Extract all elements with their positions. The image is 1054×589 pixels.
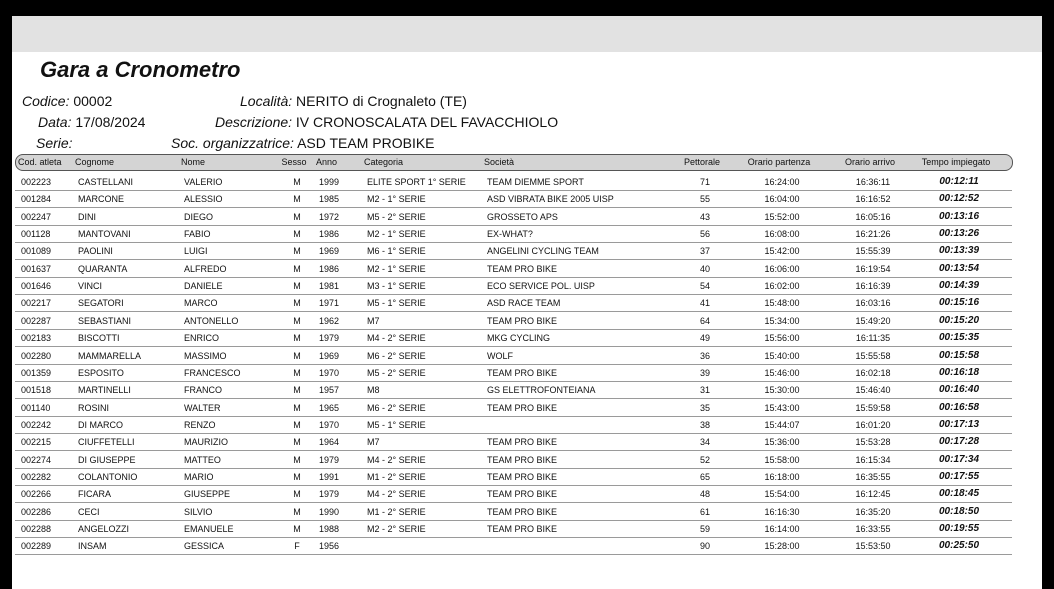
- table-cell: ASD RACE TEAM: [487, 298, 561, 309]
- table-row: [15, 364, 1012, 382]
- table-cell: M4 - 2° SERIE: [367, 489, 426, 500]
- table-cell: M6 - 1° SERIE: [367, 246, 426, 257]
- table-row: [15, 208, 1012, 226]
- table-cell: 00:17:55: [938, 470, 980, 482]
- table-cell: TEAM PRO BIKE: [487, 489, 558, 500]
- table-cell: 1969: [319, 246, 340, 257]
- table-cell: 001518: [21, 385, 52, 396]
- table-cell: 00:15:16: [938, 297, 980, 309]
- table-cell: MKG CYCLING: [487, 333, 551, 344]
- table-row: [15, 347, 1012, 365]
- table-cell: M: [293, 471, 301, 482]
- table-cell: 002183: [21, 333, 52, 344]
- table-cell: 00:13:39: [938, 245, 980, 257]
- table-cell: 001284: [21, 194, 52, 205]
- table-cell: GS ELETTROFONTEIANA: [487, 385, 596, 396]
- table-cell: 1970: [319, 419, 340, 430]
- table-cell: M2 - 2° SERIE: [367, 524, 426, 534]
- table-cell: BISCOTTI: [78, 333, 120, 344]
- table-cell: M: [293, 298, 301, 309]
- table-cell: 1962: [319, 315, 340, 326]
- table-cell: 61: [699, 506, 710, 517]
- table-cell: M5 - 2° SERIE: [367, 211, 426, 222]
- table-cell: TEAM PRO BIKE: [487, 315, 558, 326]
- table-cell: M: [293, 263, 301, 274]
- table-cell: PAOLINI: [78, 246, 113, 257]
- table-cell: CASTELLANI: [78, 177, 134, 187]
- table-cell: 00:15:20: [938, 314, 980, 326]
- table-cell: M6 - 2° SERIE: [367, 402, 426, 413]
- table-row: [15, 433, 1012, 451]
- table-cell: MARIO: [184, 471, 214, 482]
- table-cell: 1969: [319, 350, 340, 361]
- table-cell: 1970: [319, 367, 340, 378]
- table-row: [15, 503, 1012, 521]
- table-cell: 001359: [21, 367, 52, 378]
- table-cell: 002247: [21, 211, 52, 222]
- table-cell: 15:49:20: [855, 315, 891, 326]
- table-cell: SEBASTIANI: [78, 315, 132, 326]
- table-cell: M2 - 1° SERIE: [367, 263, 426, 274]
- column-header: Orario arrivo: [844, 157, 895, 167]
- table-cell: GESSICA: [184, 541, 225, 552]
- table-cell: 64: [699, 315, 710, 326]
- results-page: [12, 16, 1042, 589]
- table-cell: 15:52:00: [764, 211, 800, 222]
- table-cell: 40: [699, 263, 710, 274]
- table-cell: M5 - 1° SERIE: [367, 298, 426, 309]
- column-header: Cod. atleta: [18, 157, 62, 167]
- table-cell: M: [293, 315, 301, 326]
- table-cell: ALESSIO: [184, 194, 223, 205]
- table-row: [15, 485, 1012, 503]
- table-cell: 00:14:39: [938, 280, 980, 292]
- table-cell: EX-WHAT?: [487, 229, 533, 240]
- table-cell: 56: [699, 229, 710, 240]
- table-cell: 15:58:00: [764, 454, 800, 465]
- table-cell: 002282: [21, 471, 52, 482]
- table-cell: MATTEO: [184, 454, 221, 465]
- table-row: [15, 190, 1012, 208]
- table-cell: M: [293, 489, 301, 500]
- table-cell: 00:19:55: [938, 523, 980, 534]
- column-header: Cognome: [75, 157, 115, 167]
- table-row: [15, 329, 1012, 347]
- table-row: [15, 242, 1012, 260]
- table-cell: 41: [699, 298, 710, 309]
- table-cell: 00:17:34: [938, 453, 980, 465]
- column-header: Tempo impiegato: [921, 157, 991, 167]
- table-cell: 16:02:18: [855, 367, 891, 378]
- table-cell: WALTER: [184, 402, 221, 413]
- table-cell: MAURIZIO: [184, 437, 228, 448]
- localita-value: NERITO di Crognaleto (TE): [296, 93, 467, 109]
- table-cell: M: [293, 194, 301, 205]
- table-cell: MANTOVANI: [78, 229, 131, 240]
- table-cell: 1988: [319, 524, 340, 534]
- table-row: [15, 260, 1012, 278]
- table-cell: 38: [699, 419, 710, 430]
- table-cell: 16:15:34: [855, 454, 891, 465]
- table-cell: 15:40:00: [764, 350, 800, 361]
- table-cell: M5 - 2° SERIE: [367, 367, 426, 378]
- table-row: [15, 451, 1012, 469]
- table-cell: MARCONE: [78, 194, 125, 205]
- table-cell: 16:21:26: [855, 229, 891, 240]
- table-cell: 1981: [319, 281, 340, 292]
- table-row: [15, 173, 1012, 191]
- table-cell: M: [293, 367, 301, 378]
- table-cell: DI GIUSEPPE: [78, 454, 136, 465]
- table-cell: 16:24:00: [764, 177, 800, 187]
- top-band: [12, 16, 1042, 52]
- table-cell: 001646: [21, 281, 52, 292]
- table-cell: 1979: [319, 333, 340, 344]
- table-cell: 43: [699, 211, 710, 222]
- table-cell: 00:25:50: [938, 540, 980, 552]
- table-cell: 1986: [319, 263, 340, 274]
- table-cell: 1956: [319, 541, 340, 552]
- table-cell: M5 - 1° SERIE: [367, 419, 426, 430]
- table-cell: 37: [699, 246, 710, 257]
- table-cell: TEAM PRO BIKE: [487, 506, 558, 517]
- table-cell: ELITE SPORT 1° SERIE: [367, 177, 466, 187]
- table-cell: 002274: [21, 454, 52, 465]
- page-title: Gara a Cronometro: [40, 57, 241, 82]
- table-cell: FRANCESCO: [184, 367, 241, 378]
- table-cell: 36: [699, 350, 710, 361]
- table-cell: F: [294, 541, 300, 552]
- localita-field: Località: NERITO di Crognaleto (TE): [240, 93, 467, 109]
- table-cell: 002217: [21, 298, 52, 309]
- soc-field: Soc. organizzatrice: ASD TEAM PROBIKE: [171, 135, 435, 151]
- table-row: [15, 312, 1012, 330]
- table-cell: M: [293, 506, 301, 517]
- table-cell: 16:16:30: [764, 506, 800, 517]
- table-cell: CECI: [78, 506, 100, 517]
- table-cell: 15:46:00: [764, 367, 800, 378]
- table-cell: 16:12:45: [855, 489, 891, 500]
- row-divider: [15, 554, 1012, 555]
- descrizione-value: IV CRONOSCALATA DEL FAVACCHIOLO: [295, 114, 559, 130]
- table-cell: 48: [699, 489, 710, 500]
- table-cell: M: [293, 229, 301, 240]
- column-header: Sesso: [281, 157, 307, 167]
- column-header: Orario partenza: [747, 157, 811, 167]
- table-cell: M7: [367, 315, 380, 326]
- table-cell: TEAM PRO BIKE: [487, 524, 558, 534]
- table-cell: VINCI: [78, 281, 103, 292]
- table-cell: 001089: [21, 246, 52, 257]
- table-cell: 16:04:00: [764, 194, 800, 205]
- table-cell: TEAM PRO BIKE: [487, 471, 558, 482]
- table-cell: 002266: [21, 489, 52, 500]
- soc-value: ASD TEAM PROBIKE: [297, 135, 435, 151]
- table-cell: M: [293, 524, 301, 534]
- table-cell: 16:06:00: [764, 263, 800, 274]
- table-row: [15, 381, 1012, 399]
- table-row: [15, 468, 1012, 486]
- table-cell: 1999: [319, 177, 340, 187]
- table-cell: 16:35:55: [855, 471, 891, 482]
- table-cell: M: [293, 419, 301, 430]
- table-cell: TEAM PRO BIKE: [487, 454, 558, 465]
- table-cell: ANTONELLO: [184, 315, 239, 326]
- table-cell: 00:17:28: [938, 436, 980, 448]
- table-cell: M: [293, 211, 301, 222]
- table-cell: GROSSETO APS: [487, 211, 558, 222]
- table-cell: 65: [699, 471, 710, 482]
- table-cell: 16:36:11: [855, 177, 891, 187]
- table-cell: COLANTONIO: [78, 471, 138, 482]
- table-cell: 15:44:07: [764, 419, 800, 430]
- table-cell: MASSIMO: [184, 350, 227, 361]
- table-cell: 002286: [21, 506, 52, 517]
- table-cell: 15:55:39: [855, 246, 891, 257]
- table-cell: M2 - 1° SERIE: [367, 194, 426, 205]
- table-cell: 00:18:45: [938, 488, 980, 500]
- table-cell: TEAM PRO BIKE: [487, 437, 558, 448]
- table-cell: 1979: [319, 489, 340, 500]
- table-cell: 16:35:20: [855, 506, 891, 517]
- table-cell: 16:01:20: [855, 419, 891, 430]
- data-field: Data: 17/08/2024: [38, 114, 146, 130]
- table-cell: FRANCO: [184, 385, 222, 396]
- table-cell: 00:13:54: [938, 262, 980, 274]
- table-cell: MAMMARELLA: [78, 350, 142, 361]
- table-cell: 00:16:18: [938, 366, 980, 378]
- table-cell: M: [293, 281, 301, 292]
- table-cell: 59: [699, 524, 710, 534]
- table-cell: 00:17:13: [938, 418, 980, 430]
- table-cell: 00:15:58: [938, 349, 980, 361]
- table-cell: TEAM DIEMME SPORT: [487, 177, 584, 187]
- table-cell: M: [293, 402, 301, 413]
- table-cell: INSAM: [78, 541, 107, 552]
- table-cell: ANGELOZZI: [78, 524, 130, 534]
- table-row: [15, 277, 1012, 295]
- table-cell: 49: [699, 333, 710, 344]
- table-cell: 001128: [21, 229, 51, 240]
- table-cell: 00:13:16: [938, 210, 980, 222]
- table-cell: 16:16:52: [855, 194, 891, 205]
- table-cell: DIEGO: [184, 211, 214, 222]
- table-cell: M7: [367, 437, 380, 448]
- table-cell: 1965: [319, 402, 340, 413]
- table-cell: 15:56:00: [764, 333, 800, 344]
- table-cell: 1964: [319, 437, 340, 448]
- table-cell: 00:15:35: [938, 332, 980, 344]
- table-cell: CIUFFETELLI: [78, 437, 135, 448]
- table-cell: 1979: [319, 454, 340, 465]
- table-cell: 90: [699, 541, 710, 552]
- table-cell: 002287: [21, 315, 52, 326]
- table-cell: 002242: [21, 419, 52, 430]
- table-cell: 15:53:28: [855, 437, 891, 448]
- table-cell: QUARANTA: [78, 263, 128, 274]
- table-cell: 15:55:58: [855, 350, 891, 361]
- table-cell: M3 - 1° SERIE: [367, 281, 426, 292]
- serie-field: Serie:: [36, 135, 73, 151]
- table-cell: 16:02:00: [764, 281, 800, 292]
- table-cell: M1 - 2° SERIE: [367, 506, 426, 517]
- table-cell: TEAM PRO BIKE: [487, 367, 558, 378]
- table-cell: 1990: [319, 506, 340, 517]
- table-cell: 15:59:58: [855, 402, 891, 413]
- table-cell: 002215: [21, 437, 52, 448]
- table-cell: 00:16:58: [938, 401, 980, 413]
- descrizione-field: Descrizione: IV CRONOSCALATA DEL FAVACCHIOLO: [215, 114, 559, 130]
- table-cell: 15:54:00: [764, 489, 800, 500]
- table-cell: 1985: [319, 194, 340, 205]
- table-cell: M: [293, 246, 301, 257]
- table-row: [15, 520, 1012, 538]
- table-cell: 16:03:16: [855, 298, 891, 309]
- table-cell: 15:30:00: [764, 385, 800, 396]
- table-cell: ALFREDO: [184, 263, 227, 274]
- table-cell: GIUSEPPE: [184, 489, 231, 500]
- column-header: Categoria: [364, 157, 404, 167]
- table-cell: WOLF: [487, 350, 513, 361]
- table-cell: 15:28:00: [764, 541, 800, 552]
- codice-value: 00002: [73, 93, 113, 109]
- table-cell: 16:19:54: [855, 263, 891, 274]
- table-cell: M: [293, 454, 301, 465]
- table-cell: FICARA: [78, 489, 112, 500]
- column-header: Nome: [181, 157, 206, 167]
- table-cell: M: [293, 333, 301, 344]
- table-cell: 00:16:40: [938, 384, 980, 396]
- table-cell: TEAM PRO BIKE: [487, 263, 558, 274]
- table-cell: 15:36:00: [764, 437, 800, 448]
- table-cell: MARCO: [184, 298, 218, 309]
- table-cell: 16:18:00: [764, 471, 800, 482]
- table-cell: 35: [699, 402, 710, 413]
- table-cell: M: [293, 177, 301, 187]
- table-cell: SEGATORI: [78, 298, 124, 309]
- table-cell: 16:16:39: [855, 281, 891, 292]
- table-cell: 001637: [21, 263, 52, 274]
- table-cell: 16:08:00: [764, 229, 800, 240]
- table-cell: ROSINI: [78, 402, 110, 413]
- table-cell: DANIELE: [184, 281, 223, 292]
- table-row: [15, 537, 1012, 555]
- table-cell: 16:11:35: [855, 333, 891, 344]
- table-cell: M2 - 1° SERIE: [367, 229, 426, 240]
- table-cell: 00:12:52: [938, 193, 980, 205]
- table-cell: 54: [699, 281, 710, 292]
- table-cell: ANGELINI CYCLING TEAM: [487, 246, 599, 257]
- table-cell: ENRICO: [184, 333, 220, 344]
- data-value: 17/08/2024: [75, 114, 146, 130]
- table-cell: M4 - 2° SERIE: [367, 454, 426, 465]
- table-cell: 15:42:00: [764, 246, 800, 257]
- table-cell: M4 - 2° SERIE: [367, 333, 426, 344]
- table-cell: M: [293, 350, 301, 361]
- column-header: Società: [484, 157, 515, 167]
- table-cell: FABIO: [184, 229, 211, 240]
- table-cell: M8: [367, 385, 380, 396]
- table-cell: 1957: [319, 385, 340, 396]
- table-row: [15, 416, 1012, 434]
- table-cell: M1 - 2° SERIE: [367, 471, 426, 482]
- column-header: Anno: [316, 157, 338, 167]
- table-cell: ESPOSITO: [78, 367, 124, 378]
- table-cell: DI MARCO: [78, 419, 123, 430]
- table-cell: 39: [699, 367, 710, 378]
- table-cell: 00:12:11: [939, 176, 979, 187]
- table-cell: 002223: [21, 177, 52, 187]
- table-cell: 002289: [21, 541, 52, 552]
- table-cell: 16:14:00: [764, 524, 800, 534]
- table-cell: 15:43:00: [764, 402, 800, 413]
- table-cell: M: [293, 437, 301, 448]
- table-cell: DINI: [78, 211, 96, 222]
- table-cell: 71: [699, 177, 710, 187]
- table-cell: ASD VIBRATA BIKE 2005 UISP: [487, 194, 614, 205]
- table-cell: 001140: [21, 402, 51, 413]
- table-cell: LUIGI: [184, 246, 208, 257]
- table-cell: EMANUELE: [184, 524, 234, 534]
- table-cell: RENZO: [184, 419, 216, 430]
- table-row: [15, 294, 1012, 312]
- table-cell: ECO SERVICE POL. UISP: [487, 281, 595, 292]
- table-cell: 002280: [21, 350, 52, 361]
- codice-field: Codice: 00002: [22, 93, 113, 109]
- table-cell: 1972: [319, 211, 340, 222]
- table-cell: M: [293, 385, 301, 396]
- table-cell: VALERIO: [184, 177, 223, 187]
- table-cell: 16:05:16: [855, 211, 891, 222]
- table-cell: 1991: [319, 471, 340, 482]
- table-cell: 002288: [21, 524, 52, 534]
- table-cell: 31: [699, 385, 710, 396]
- table-cell: 15:34:00: [764, 315, 800, 326]
- table-cell: 00:13:26: [938, 228, 980, 240]
- table-cell: 34: [699, 437, 710, 448]
- table-cell: TEAM PRO BIKE: [487, 402, 558, 413]
- table-cell: 1971: [319, 298, 340, 309]
- table-cell: 15:53:50: [855, 541, 891, 552]
- table-cell: MARTINELLI: [78, 385, 131, 396]
- table-cell: 52: [699, 454, 710, 465]
- table-cell: M6 - 2° SERIE: [367, 350, 426, 361]
- table-cell: 00:18:50: [938, 505, 980, 517]
- table-cell: 15:48:00: [764, 298, 800, 309]
- table-cell: 55: [699, 194, 710, 205]
- table-row: [15, 225, 1012, 243]
- table-cell: 15:46:40: [855, 385, 891, 396]
- table-cell: 1986: [319, 229, 340, 240]
- column-header: Pettorale: [683, 157, 721, 167]
- table-row: [15, 399, 1012, 417]
- table-cell: SILVIO: [184, 506, 213, 517]
- table-cell: 16:33:55: [855, 524, 891, 534]
